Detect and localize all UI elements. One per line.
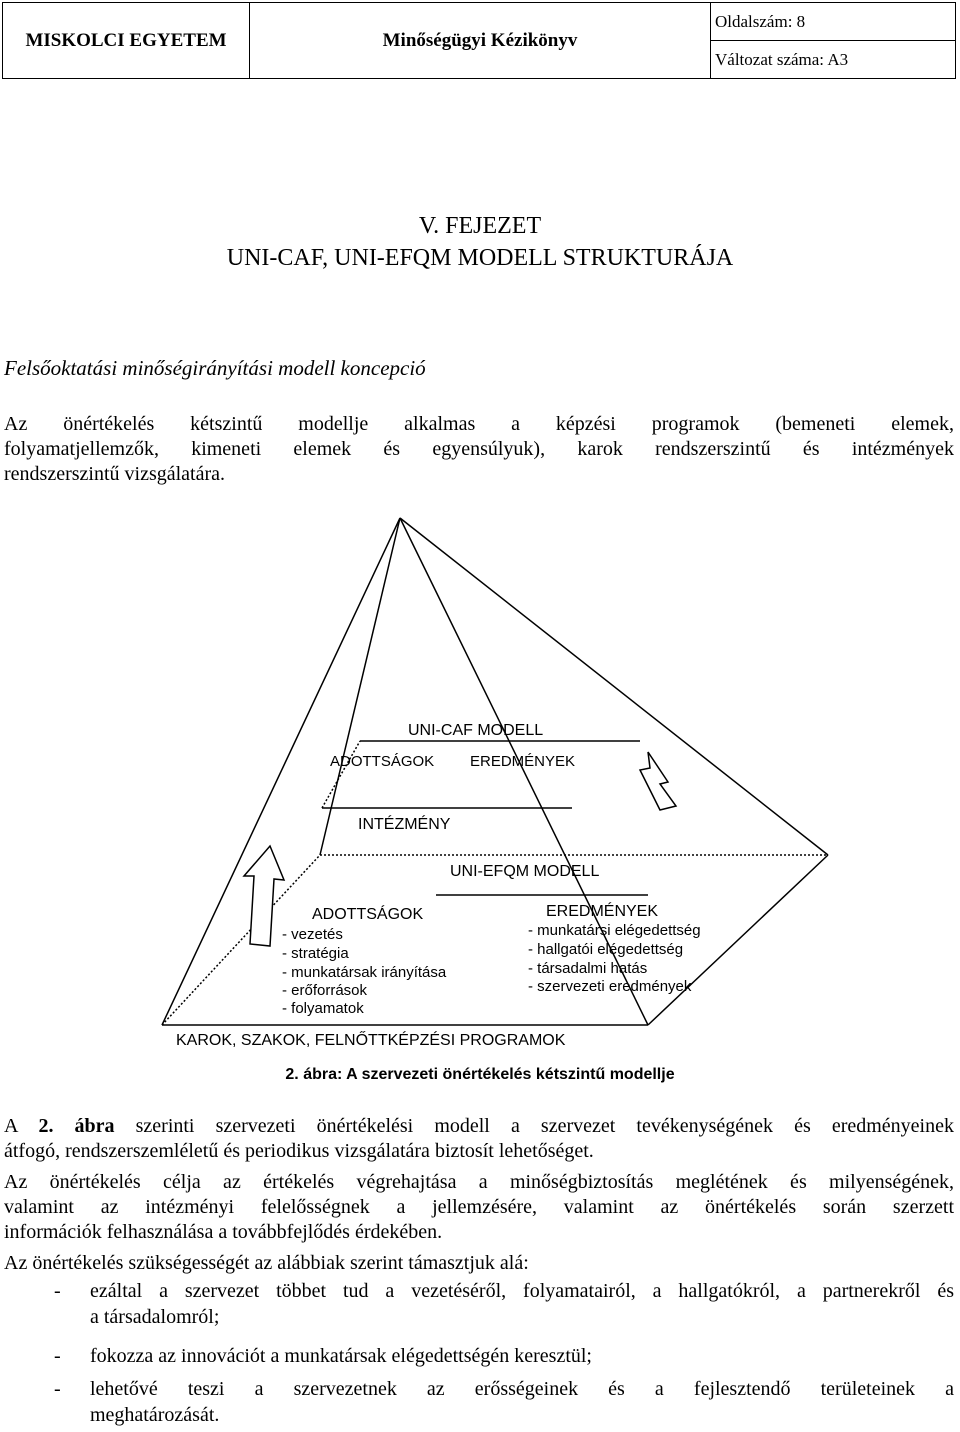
pyramid-right-edge <box>400 518 828 855</box>
document-header <box>2 2 956 79</box>
arrow-up-right-icon <box>640 752 676 810</box>
intro-line: folyamatjellemzők, kimeneti elemek és egyensúlyuk), karok rendszerszintű és intézmények <box>4 438 954 460</box>
caf-title: UNI-CAF MODELL <box>408 722 544 739</box>
text-run: A <box>4 1115 39 1137</box>
organization-name: MISKOLCI EGYETEM <box>3 3 250 79</box>
paragraph-line: átfogó, rendszerszemléletű és periodikus vizsgálatára biztosít lehetőséget. <box>4 1140 594 1162</box>
manual-title: Minőségügyi Kézikönyv <box>250 3 711 79</box>
bullet-line: fokozza az innovációt a munkatársak elégedettségén keresztül; <box>90 1345 592 1367</box>
bullet-dash: - <box>54 1345 61 1367</box>
efqm-enabler-item: - munkatársak irányítása <box>282 964 447 981</box>
bullet-item <box>4 1343 954 1371</box>
intro-paragraph <box>4 412 954 487</box>
paragraph-3 <box>4 1251 954 1276</box>
efqm-result-item: - társadalmi hatás <box>528 960 648 977</box>
intro-line: Az önértékelés kétszintű modellje alkalmas a képzési programok (bemeneti elemek, <box>4 413 954 435</box>
bullet-line: ezáltal a szervezet többet tud a vezetéséről, folyamatairól, a hallgatókról, a partnerekről és <box>90 1280 954 1302</box>
efqm-enabler-item: - vezetés <box>282 926 343 943</box>
page-number: Oldalszám: 8 <box>711 3 956 41</box>
pyramid-inner-edge <box>320 518 400 855</box>
section-title: Felsőoktatási minőségirányítási modell koncepció <box>4 356 426 380</box>
bullet-line: lehetővé teszi a szervezetnek az erősségeinek és a fejlesztendő területeinek a <box>90 1378 954 1400</box>
bullet-dash: - <box>54 1378 61 1400</box>
efqm-enabler-item: - erőforrások <box>282 982 368 999</box>
caf-dotted-left <box>322 741 360 808</box>
bullet-line: meghatározását. <box>90 1404 220 1426</box>
efqm-result-item: - hallgatói elégedettség <box>528 941 684 958</box>
chapter-title: UNI-CAF, UNI-EFQM MODELL STRUKTURÁJA <box>226 245 734 271</box>
efqm-enabler-item: - folyamatok <box>282 1000 364 1017</box>
chapter-number: V. FEJEZET <box>418 213 542 239</box>
base-label: KAROK, SZAKOK, FELNŐTTKÉPZÉSI PROGRAMOK <box>176 1032 566 1049</box>
paragraph-1 <box>4 1114 954 1164</box>
bullet-item <box>4 1278 954 1334</box>
efqm-enabler-item: - stratégia <box>282 945 349 962</box>
text-run: szerinti szervezeti önértékelési modell a szervezet tevékenységének és eredményeinek <box>114 1115 954 1137</box>
efqm-results: EREDMÉNYEK <box>546 903 659 920</box>
institution-label: INTÉZMÉNY <box>358 816 451 833</box>
figure-reference: 2. ábra <box>38 1115 115 1137</box>
efqm-enablers: ADOTTSÁGOK <box>312 906 424 923</box>
caf-results: EREDMÉNYEK <box>470 753 576 770</box>
figure-caption: 2. ábra: A szervezeti önértékelés kétszintű modellje <box>285 1066 675 1083</box>
paragraph-2 <box>4 1170 954 1245</box>
paragraph-line: Az önértékelés szükségességét az alábbiak szerint támasztjuk alá: <box>4 1252 529 1274</box>
bullet-line: a társadalomról; <box>90 1306 220 1328</box>
intro-line: rendszerszintű vizsgálatára. <box>4 463 226 485</box>
caf-enablers: ADOTTSÁGOK <box>330 753 435 770</box>
paragraph-line: valamint az intézményi felelősségnek a jellemzésére, valamint az önértékelés során szerzett <box>4 1196 954 1218</box>
base-right-line <box>648 855 828 1025</box>
bullet-dash: - <box>54 1280 61 1302</box>
bullet-item <box>4 1376 954 1432</box>
efqm-result-item: - munkatársi elégedettség <box>528 922 701 939</box>
pyramid-drawing <box>0 510 960 1070</box>
paragraph-line <box>4 1114 954 1139</box>
pyramid-left-edge <box>162 518 400 1025</box>
paragraph-line: Az önértékelés célja az értékelés végrehajtása a minőségbiztosítás meglétének és milyenségének, <box>4 1171 954 1193</box>
pyramid-diagram <box>0 510 960 1090</box>
paragraph-line: információk felhasználása a továbbfejlődés érdekében. <box>4 1221 443 1243</box>
efqm-result-item: - szervezeti eredmények <box>528 978 692 995</box>
version-number: Változat száma: A3 <box>711 41 956 79</box>
efqm-title: UNI-EFQM MODELL <box>450 863 600 880</box>
